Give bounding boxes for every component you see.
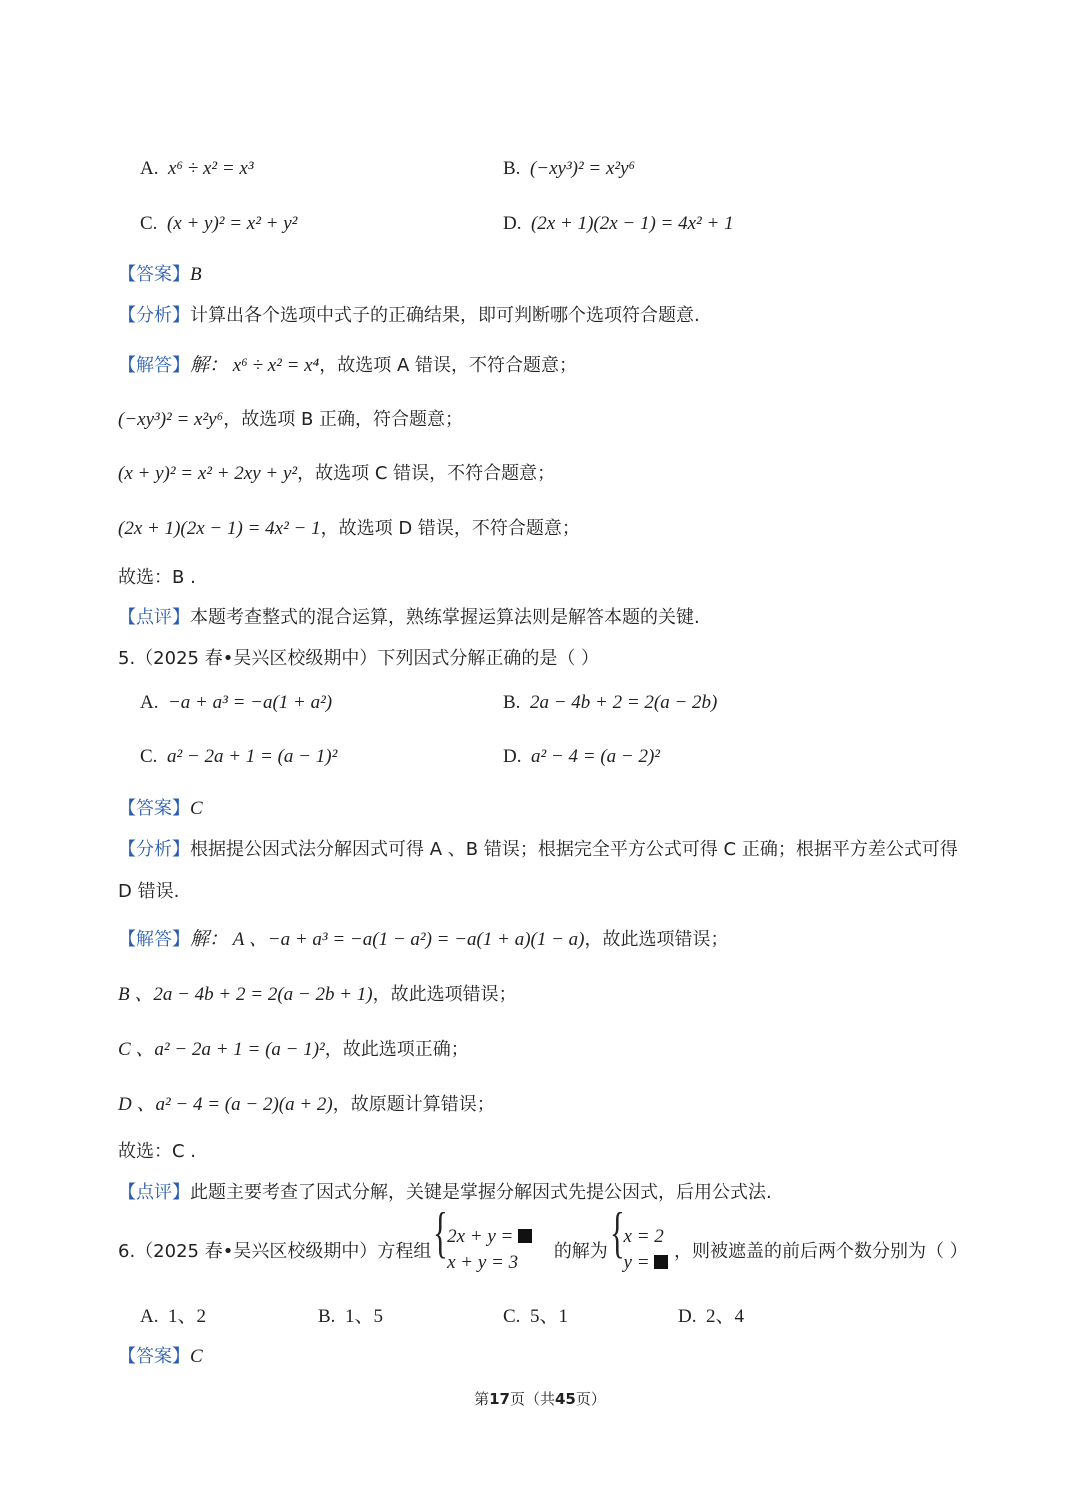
analysis-tag: 【分析】 bbox=[118, 839, 190, 860]
q5-option-b: B. 2a − 4b + 2 = 2(a − 2b) bbox=[503, 692, 718, 713]
q5-option-c: C. a² − 2a + 1 = (a − 1)² bbox=[140, 746, 338, 767]
q5-solution-line-1: 【解答】解： A 、−a + a³ = −a(1 − a²) = −a(1 + a)(1 − a)，故此选项错误； bbox=[118, 929, 729, 950]
q6-option-d: D. 2、4 bbox=[678, 1306, 744, 1327]
equation-system: { 2x + y = x + y = 3 bbox=[437, 1224, 532, 1276]
answer-tag: 【答案】 bbox=[118, 798, 190, 819]
q4-option-a: A. x⁶ ÷ x² = x³ bbox=[140, 158, 254, 179]
answer-tag: 【答案】 bbox=[118, 264, 190, 285]
solution-tag: 【解答】 bbox=[118, 929, 190, 950]
q4-comment: 【点评】本题考查整式的混合运算，熟练掌握运算法则是解答本题的关键. bbox=[118, 607, 700, 628]
q6-option-b: B. 1、5 bbox=[318, 1306, 383, 1327]
masked-number bbox=[518, 1229, 532, 1243]
analysis-tag: 【分析】 bbox=[118, 305, 190, 326]
q5-comment: 【点评】此题主要考查了因式分解，关键是掌握分解因式先提公因式，后用公式法. bbox=[118, 1182, 772, 1203]
q4-answer: 【答案】B bbox=[118, 264, 202, 285]
q4-option-c: C. (x + y)² = x² + y² bbox=[140, 213, 298, 234]
q5-choose: 故选：C . bbox=[118, 1141, 197, 1162]
page-footer: 第17页（共45页） bbox=[474, 1390, 606, 1408]
q4-solution-line-3: (x + y)² = x² + 2xy + y²，故选项 C 错误，不符合题意； bbox=[118, 463, 556, 484]
q5-solution-line-3: C 、a² − 2a + 1 = (a − 1)²，故此选项正确； bbox=[118, 1039, 469, 1060]
page-number: 17 bbox=[489, 1390, 510, 1408]
comment-tag: 【点评】 bbox=[118, 607, 190, 628]
page-total: 45 bbox=[555, 1390, 576, 1408]
q5-option-a: A. −a + a³ = −a(1 + a²) bbox=[140, 692, 333, 713]
q5-solution-line-2: B 、2a − 4b + 2 = 2(a − 2b + 1)，故此选项错误； bbox=[118, 984, 517, 1005]
q6-option-c: C. 5、1 bbox=[503, 1306, 568, 1327]
q5-option-d: D. a² − 4 = (a − 2)² bbox=[503, 746, 660, 767]
q4-choose: 故选：B . bbox=[118, 567, 196, 588]
masked-number bbox=[654, 1255, 668, 1269]
q4-analysis: 【分析】计算出各个选项中式子的正确结果，即可判断哪个选项符合题意. bbox=[118, 305, 700, 326]
q5-analysis-line-1: 【分析】根据提公因式法分解因式可得 A 、B 错误；根据完全平方公式可得 C 正确；根据平方差公式可得 bbox=[118, 839, 958, 860]
q6-stem: 6.（2025 春•吴兴区校级期中）方程组 { 2x + y = x + y = 3 的解为 { x = 2 y = ，则被遮盖的前后两个数分别为（ ） bbox=[118, 1224, 968, 1276]
q4-option-d: D. (2x + 1)(2x − 1) = 4x² + 1 bbox=[503, 213, 734, 234]
solution-system: { x = 2 y = bbox=[614, 1224, 669, 1276]
q5-analysis-line-2: D 错误. bbox=[118, 881, 180, 902]
q5-answer: 【答案】C bbox=[118, 798, 203, 819]
answer-tag: 【答案】 bbox=[118, 1346, 190, 1367]
comment-tag: 【点评】 bbox=[118, 1182, 190, 1203]
q4-solution-line-2: (−xy³)² = x²y⁶，故选项 B 正确，符合题意； bbox=[118, 409, 464, 430]
q5-solution-line-4: D 、a² − 4 = (a − 2)(a + 2)，故原题计算错误； bbox=[118, 1094, 495, 1115]
q6-answer: 【答案】C bbox=[118, 1346, 203, 1367]
q4-solution-line-4: (2x + 1)(2x − 1) = 4x² − 1，故选项 D 错误，不符合题意； bbox=[118, 518, 580, 539]
q4-option-b: B. (−xy³)² = x²y⁶ bbox=[503, 158, 636, 179]
q6-option-a: A. 1、2 bbox=[140, 1306, 206, 1327]
q4-solution-line-1: 【解答】解： x⁶ ÷ x² = x⁴，故选项 A 错误，不符合题意； bbox=[118, 355, 577, 376]
solution-tag: 【解答】 bbox=[118, 355, 190, 376]
q5-stem: 5.（2025 春•吴兴区校级期中）下列因式分解正确的是（ ） bbox=[118, 648, 600, 669]
